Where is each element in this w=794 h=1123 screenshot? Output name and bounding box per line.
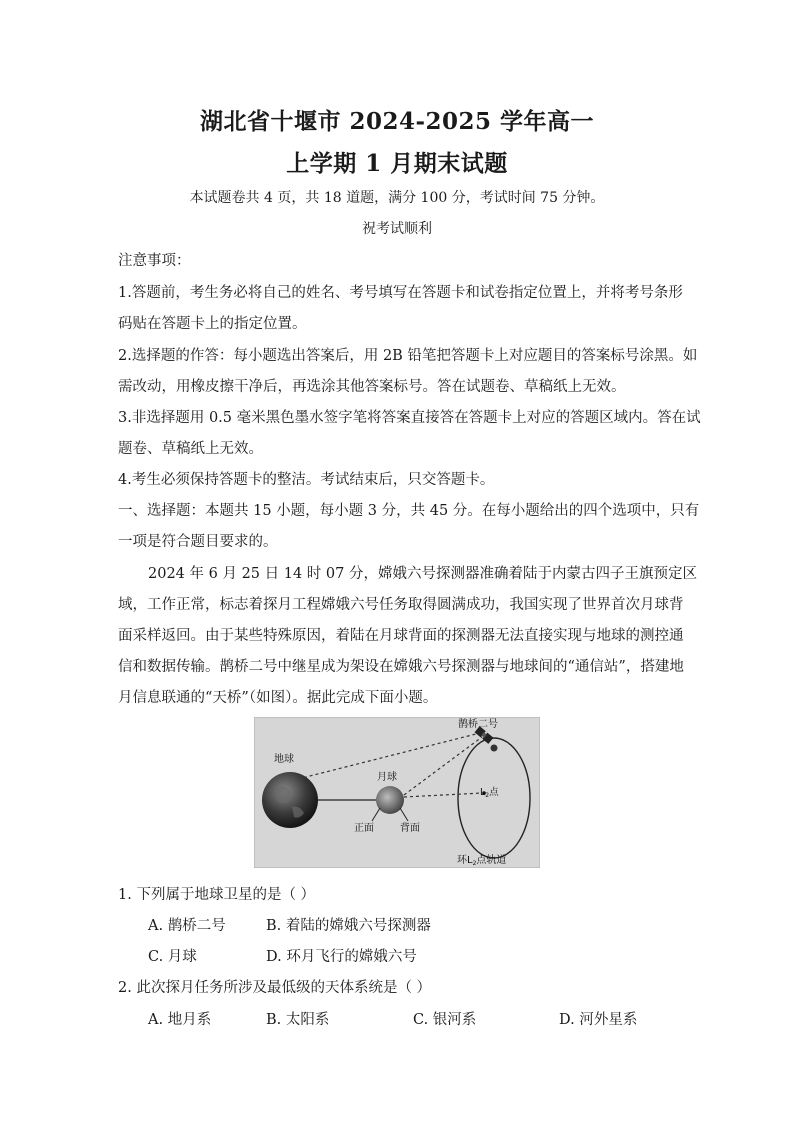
label-front: 正面 [354, 823, 374, 834]
passage-line: 2024 年 6 月 25 日 14 时 07 分，嫦娥六号探测器准确着陆于内蒙古四子王旗预定区 [148, 566, 697, 582]
note-line: 需改动，用橡皮擦干净后，再选涂其他答案标号。答在试题卷、草稿纸上无效。 [118, 379, 626, 395]
section-heading-cont: 一项是符合题目要求的。 [118, 534, 278, 550]
note-line: 2.选择题的作答：每小题选出答案后，用 2B 铅笔把答题卡上对应题目的答案标号涂黑。如 [118, 348, 698, 364]
q1-option-b[interactable]: B. 着陆的嫦娥六号探测器 [266, 918, 431, 934]
wish-text: 祝考试顺利 [362, 221, 432, 237]
label-back: 背面 [400, 823, 420, 834]
label-orbit: 环$L_2$点轨道 [457, 855, 507, 867]
passage-line: 面采样返回。由于某些特殊原因，着陆在月球背面的探测器无法直接实现与地球的测控通 [118, 628, 684, 644]
passage-line: 月信息联通的“天桥”（如图）。据此完成下面小题。 [118, 690, 438, 706]
label-moon: 月球 [377, 772, 397, 783]
label-earth: 地球 [274, 754, 294, 765]
q1-stem: 1. 下列属于地球卫星的是（ ） [118, 887, 316, 903]
exam-info: 本试题卷共 4 页，共 18 道题，满分 100 分，考试时间 75 分钟。 [189, 190, 605, 206]
note-line: 1.答题前，考生务必将自己的姓名、考号填写在答题卡和试卷指定位置上，并将考号条形 [118, 285, 683, 301]
note-line: 4.考生必须保持答题卡的整洁。考试结束后，只交答题卡。 [118, 472, 495, 488]
q2-option-d[interactable]: D. 河外星系 [559, 1012, 638, 1028]
note-line: 码贴在答题卡上的指定位置。 [118, 316, 307, 332]
moon-icon [376, 786, 404, 814]
q2-option-a[interactable]: A. 地月系 [148, 1012, 212, 1028]
note-line: 题卷、草稿纸上无效。 [118, 441, 263, 457]
earth-icon [262, 772, 318, 828]
q1-option-c[interactable]: C. 月球 [148, 949, 197, 965]
q1-option-d[interactable]: D. 环月飞行的嫦娥六号 [266, 949, 417, 965]
title-line-1: 湖北省十堰市 2024-2025 学年高一 [199, 108, 595, 135]
note-line: 3.非选择题用 0.5 毫米黑色墨水签字笔将答案直接答在答题卡上对应的答题区域内。答在试 [118, 410, 701, 426]
notes-heading: 注意事项： [118, 253, 191, 269]
label-queqiao: 鹊桥二号 [458, 719, 498, 730]
q1-option-a[interactable]: A. 鹊桥二号 [148, 918, 226, 934]
passage-line: 信和数据传输。鹊桥二号中继星成为架设在嫦娥六号探测器与地球间的“通信站”，搭建地 [118, 659, 684, 675]
q2-option-b[interactable]: B. 太阳系 [266, 1012, 330, 1028]
q2-stem: 2. 此次探月任务所涉及最低级的天体系统是（ ） [118, 980, 432, 996]
earth-moon-relay-figure [254, 717, 540, 868]
q2-option-c[interactable]: C. 银河系 [413, 1012, 477, 1028]
label-l2: $L_2$点 [480, 787, 499, 799]
section-heading: 一、选择题：本题共 15 小题，每小题 3 分，共 45 分。在每小题给出的四个选项中，只有 [118, 503, 700, 519]
passage-line: 域，工作正常，标志着探月工程嫦娥六号任务取得圆满成功，我国实现了世界首次月球背 [118, 597, 684, 613]
title-line-2: 上学期 1 月期末试题 [286, 150, 508, 177]
